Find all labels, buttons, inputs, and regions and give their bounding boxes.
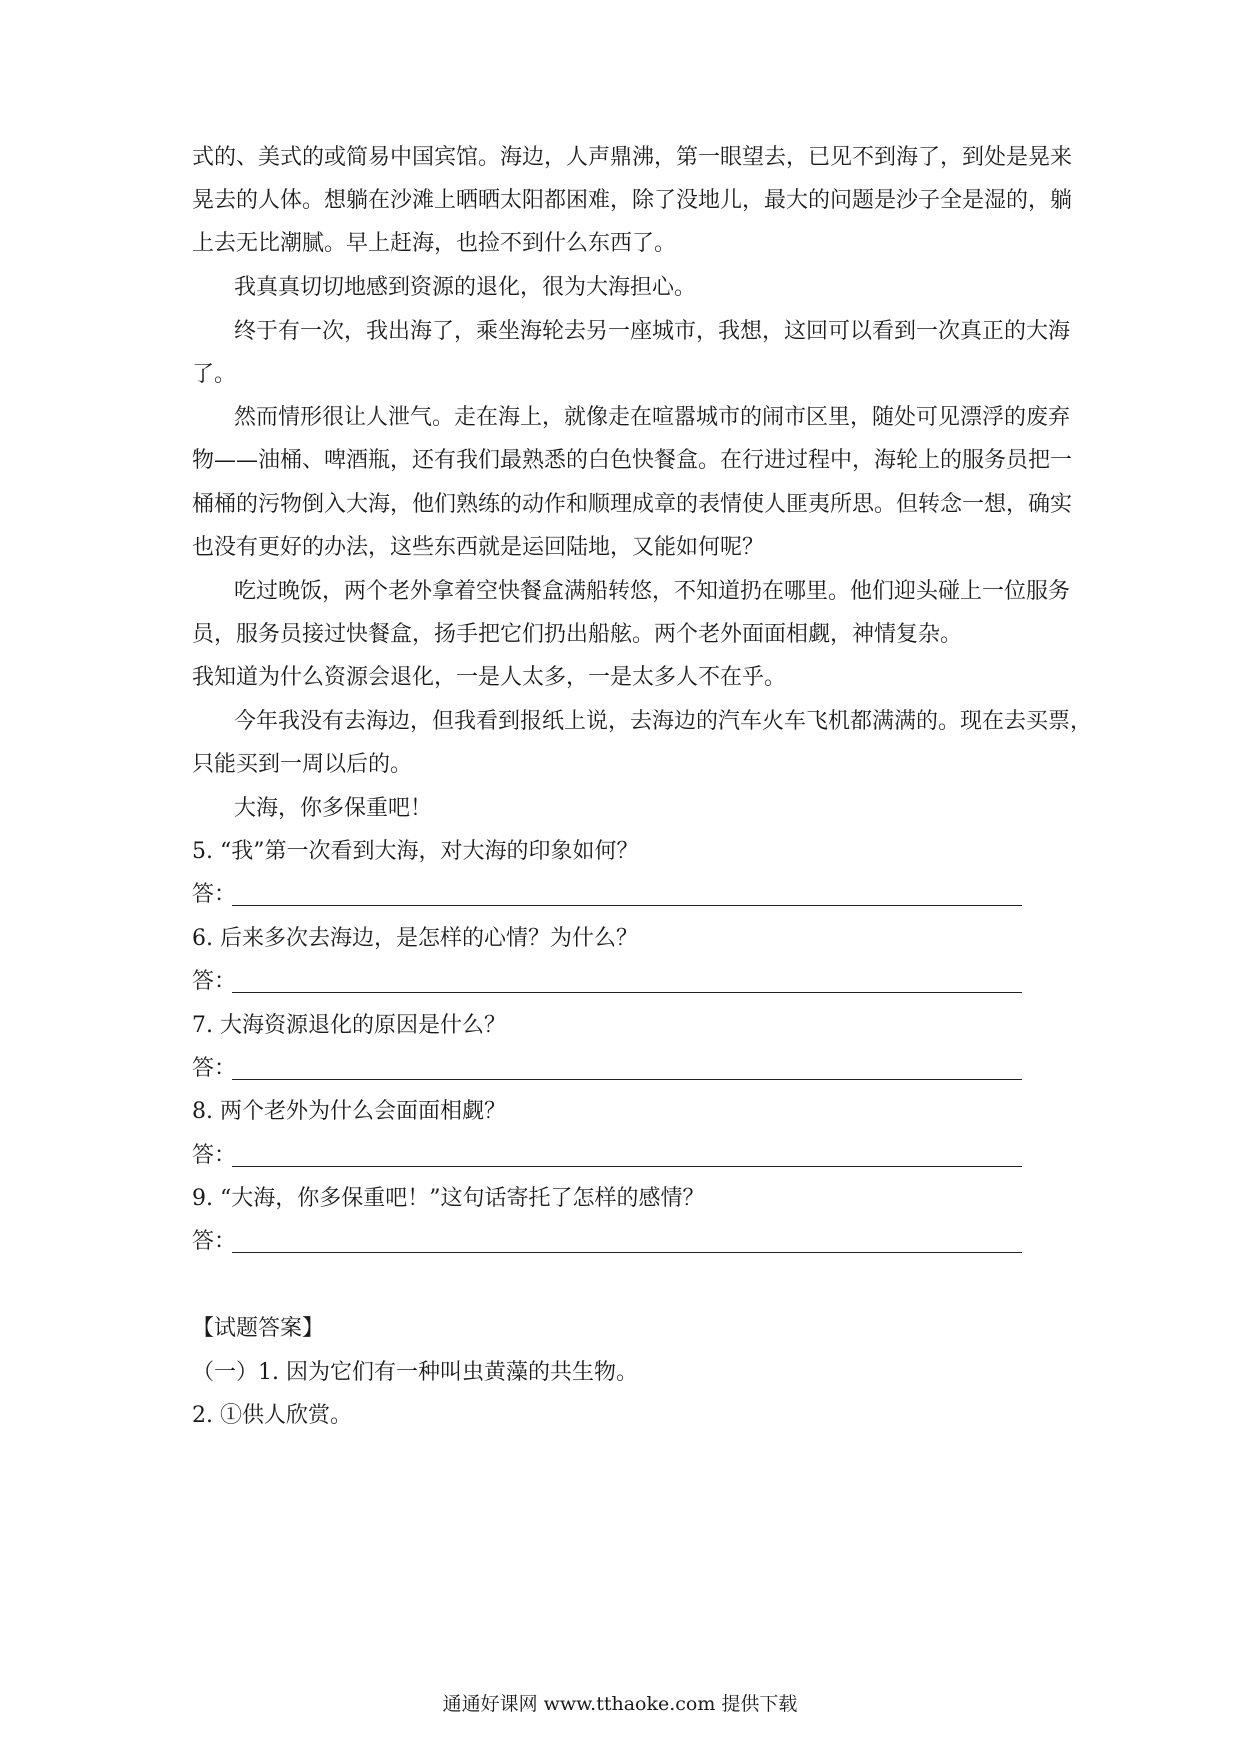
- page-footer: 通通好课网 www.tthaoke.com 提供下载: [442, 1693, 798, 1715]
- answer-label: 答：: [192, 1229, 237, 1254]
- passage-line: 今年我没有去海边，但我看到报纸上说，去海边的汽车火车飞机都满满的。现在去买票，: [234, 709, 1093, 734]
- answer-underline: [232, 905, 1022, 906]
- answer-underline: [232, 992, 1022, 993]
- answer-line: （一）1. 因为它们有一种叫虫黄藻的共生物。: [192, 1360, 638, 1385]
- answers-section-title: 【试题答案】: [192, 1316, 325, 1341]
- answer-field-7[interactable]: [192, 1054, 1022, 1084]
- answer-line: 2. ①供人欣赏。: [192, 1403, 352, 1428]
- question-9: 9. “大海，你多保重吧！”这句话寄托了怎样的感情？: [192, 1186, 705, 1211]
- answer-label: 答：: [192, 1143, 237, 1168]
- answer-field-9[interactable]: [192, 1227, 1022, 1257]
- passage-line: 也没有更好的办法，这些东西就是运回陆地，又能如何呢？: [192, 535, 765, 560]
- passage-line: 终于有一次，我出海了，乘坐海轮去另一座城市，我想，这回可以看到一次真正的大海: [234, 319, 1071, 344]
- passage-line: 员，服务员接过快餐盒，扬手把它们扔出船舷。两个老外面面相觑，神情复杂。: [192, 622, 963, 647]
- passage-line: 然而情形很让人泄气。走在海上，就像走在喧嚣城市的闹市区里，随处可见漂浮的废弃: [234, 405, 1071, 430]
- answer-field-5[interactable]: [192, 880, 1022, 910]
- passage-line: 了。: [192, 362, 237, 387]
- passage-line: 上去无比潮腻。早上赶海，也捡不到什么东西了。: [192, 231, 677, 256]
- passage-line: 式的、美式的或简易中国宾馆。海边，人声鼎沸，第一眼望去，已见不到海了，到处是晃来: [192, 145, 1073, 170]
- answer-label: 答：: [192, 1056, 237, 1081]
- question-6: 6. 后来多次去海边，是怎样的心情？为什么？: [192, 926, 638, 951]
- passage-line: 吃过晚饭，两个老外拿着空快餐盒满船转悠，不知道扔在哪里。他们迎头碰上一位服务: [234, 579, 1071, 604]
- answer-label: 答：: [192, 969, 237, 994]
- question-5: 5. “我”第一次看到大海，对大海的印象如何？: [192, 839, 639, 864]
- passage-line: 物——油桶、啤酒瓶，还有我们最熟悉的白色快餐盒。在行进过程中，海轮上的服务员把一: [192, 448, 1073, 473]
- question-7: 7. 大海资源退化的原因是什么？: [192, 1013, 506, 1038]
- answer-underline: [232, 1079, 1022, 1080]
- passage-line: 大海，你多保重吧！: [234, 796, 433, 821]
- passage-line: 晃去的人体。想躺在沙滩上晒晒太阳都困难，除了没地儿，最大的问题是沙子全是湿的，躺: [192, 188, 1073, 213]
- answer-underline: [232, 1166, 1022, 1167]
- question-8: 8. 两个老外为什么会面面相觑？: [192, 1099, 506, 1124]
- answer-field-8[interactable]: [192, 1141, 1022, 1171]
- passage-line: 我知道为什么资源会退化，一是人太多，一是太多人不在乎。: [192, 665, 787, 690]
- answer-label: 答：: [192, 882, 237, 907]
- answer-field-6[interactable]: [192, 967, 1022, 997]
- passage-line: 只能买到一周以后的。: [192, 752, 413, 777]
- passage-line: 桶桶的污物倒入大海，他们熟练的动作和顺理成章的表情使人匪夷所思。但转念一想，确实: [192, 492, 1073, 517]
- passage-line: 我真真切切地感到资源的退化，很为大海担心。: [234, 275, 697, 300]
- answer-underline: [232, 1252, 1022, 1253]
